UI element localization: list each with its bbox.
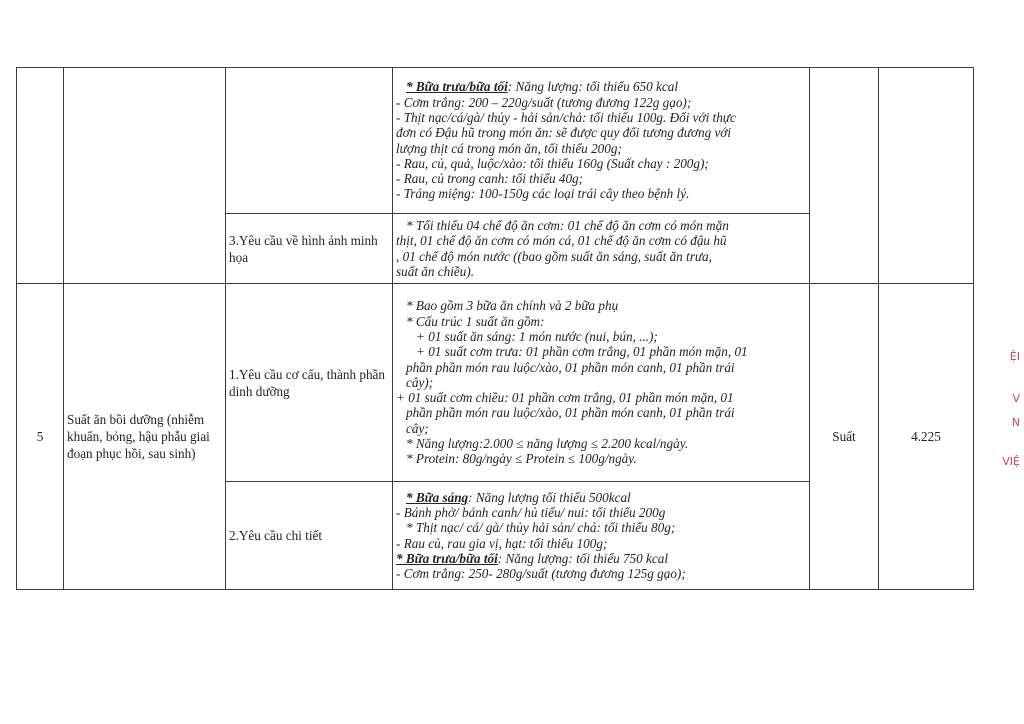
meal-details-cell xyxy=(393,68,810,214)
detail-line: suất ăn chiều). xyxy=(396,263,475,279)
detail-line: * Bữa trưa/bữa tối: Năng lượng: tối thiểu 650 kcal xyxy=(406,79,679,95)
detail-line: - Cơm trắng: 200 – 220g/suất (tương đương 122g gạo); xyxy=(396,94,692,110)
detail-line: * Tối thiểu 04 chế độ ăn cơm: 01 chế độ ăn cơm có món mặn xyxy=(406,217,729,233)
nutrition-structure-details xyxy=(393,284,810,482)
detail-line: - Cơm trắng: 250- 280g/suất (tương đương 125g gạo); xyxy=(396,566,686,582)
unit-cell-empty xyxy=(810,68,879,284)
detail-line: - Rau củ, rau gia vị, hạt: tối thiểu 100g; xyxy=(396,535,608,551)
detail-line: phần phần món rau luộc/xào, 01 phần món canh, 01 phần trái xyxy=(406,405,735,421)
detail-line: , 01 chế độ món nước ((bao gồm suất ăn sáng, suất ăn trưa, xyxy=(396,248,712,264)
detail-line: * Bữa trưa/bữa tối: Năng lượng: tối thiểu 750 kcal xyxy=(396,550,669,566)
detail-line: - Thịt nạc/cá/gà/ thủy - hải sản/chả: tối thiểu 100g. Đối với thực xyxy=(396,109,736,125)
detailed-requirement-details xyxy=(393,482,810,590)
item-name: Suất ăn bồi dưỡng (nhiễm khuẩn, bỏng, hậu phẫu giai đoạn phục hồi, sau sinh) xyxy=(64,284,226,590)
requirement-label: 1.Yêu cầu cơ cấu, thành phần dinh dưỡng xyxy=(226,284,393,482)
detail-line: lượng thịt cá trong món ăn, tối thiểu 200g; xyxy=(396,140,622,156)
detail-line: - Tráng miệng: 100-150g các loại trái cây theo bệnh lý. xyxy=(396,186,690,202)
image-requirement-details xyxy=(393,214,810,284)
name-cell-empty xyxy=(64,68,226,284)
stamp-fragment: V xyxy=(1012,392,1020,405)
stamp-fragment: VIỆ xyxy=(1002,455,1020,468)
requirement-label: 2.Yêu cầu chi tiết xyxy=(226,482,393,590)
detail-line: cây; xyxy=(406,420,429,436)
detail-line: + 01 suất cơm chiều: 01 phần cơm trắng, 01 phần món mặn, 01 xyxy=(396,390,734,406)
detail-line: - Rau, củ trong canh: tối thiểu 40g; xyxy=(396,171,584,187)
detail-line: - Rau, củ, quả, luộc/xào: tối thiểu 160g (Suất chay : 200g); xyxy=(396,155,709,171)
table-row xyxy=(17,284,974,482)
detail-line: thịt, 01 chế độ ăn cơm có món cá, 01 chế độ ăn cơm có đậu hũ xyxy=(396,233,727,249)
detail-line: cây); xyxy=(406,374,434,390)
stamp-fragment: ỆI xyxy=(1009,350,1020,363)
qty-cell-empty xyxy=(879,68,974,284)
detail-line: đơn có Đậu hũ trong món ăn: sẽ được quy đổi tương đương với xyxy=(396,125,732,141)
quantity-value: 4.225 xyxy=(879,284,974,590)
row-number: 5 xyxy=(17,284,64,590)
specification-table xyxy=(16,67,974,590)
table-row xyxy=(17,68,974,214)
unit-value: Suất xyxy=(810,284,879,590)
detail-line: * Năng lượng:2.000 ≤ năng lượng ≤ 2.200 kcal/ngày. xyxy=(406,436,689,452)
detail-line: * Protein: 80g/ngày ≤ Protein ≤ 100g/ngày. xyxy=(406,451,637,467)
detail-line: * Bao gồm 3 bữa ăn chính và 2 bữa phụ xyxy=(406,298,619,314)
requirement-label: 3.Yêu cầu về hình ảnh minh họa xyxy=(226,214,393,284)
detail-line: phần phần món rau luộc/xào, 01 phần món canh, 01 phần trái xyxy=(406,359,735,375)
detail-line: * Bữa sáng: Năng lượng tối thiểu 500kcal xyxy=(406,489,631,505)
detail-line: + 01 suất cơm trưa: 01 phần cơm trắng, 01 phần món mặn, 01 xyxy=(416,344,748,360)
detail-line: * Thịt nạc/ cá/ gà/ thủy hải sản/ chả: tối thiểu 80g; xyxy=(406,520,676,536)
detail-line: - Bánh phở/ bánh canh/ hủ tiếu/ nui: tối thiểu 200g xyxy=(396,504,666,520)
req-cell-empty xyxy=(226,68,393,214)
stt-cell-empty xyxy=(17,68,64,284)
detail-line: + 01 suất ăn sáng: 1 món nước (nui, bún, ...); xyxy=(416,328,658,344)
stamp-fragment: N xyxy=(1011,416,1020,429)
detail-line: * Cấu trúc 1 suất ăn gồm: xyxy=(406,313,545,329)
